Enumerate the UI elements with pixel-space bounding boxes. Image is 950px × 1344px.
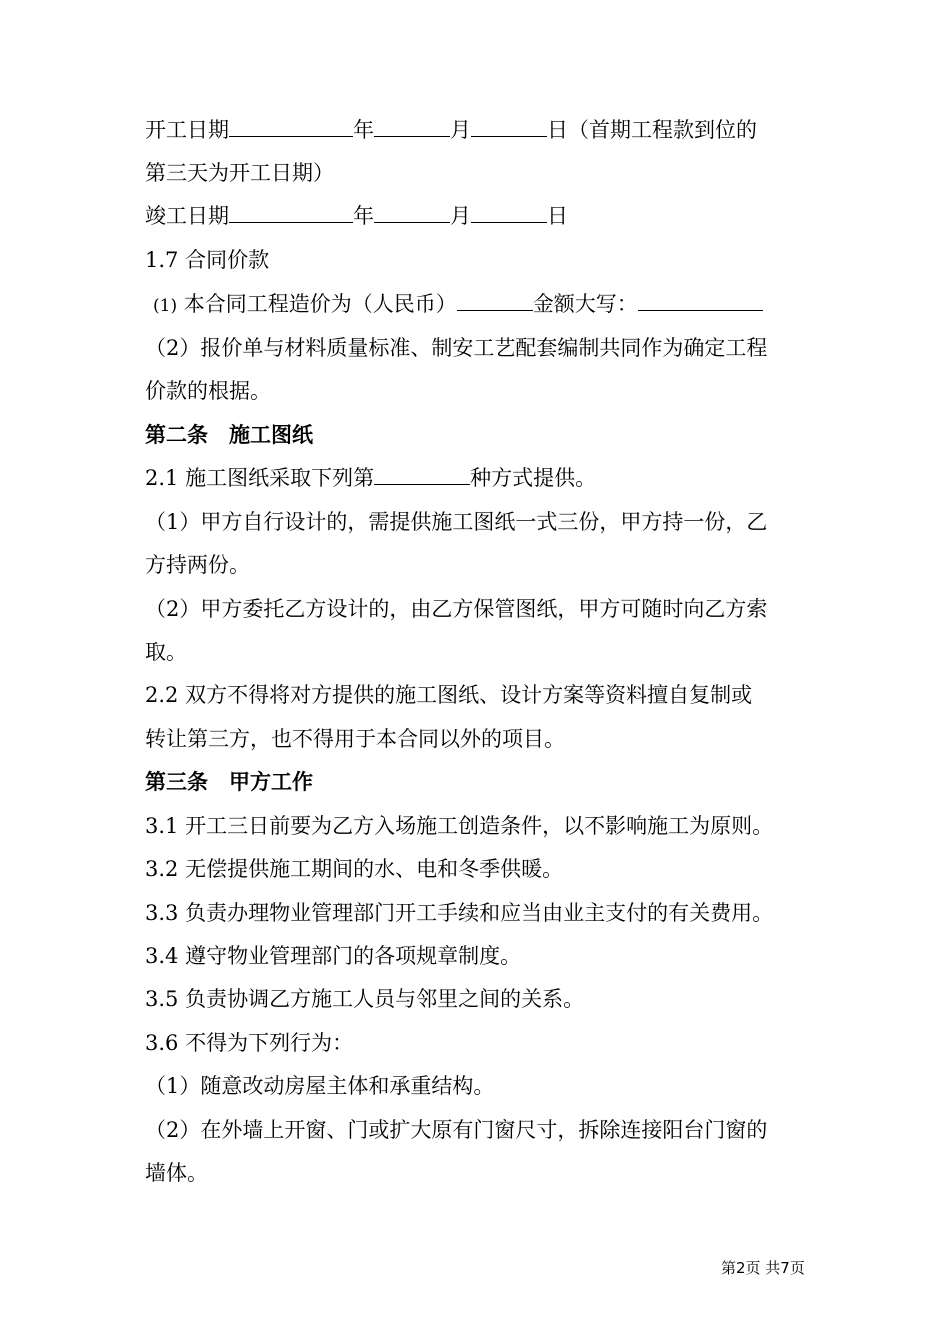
start-date-line xyxy=(145,115,810,145)
item-number: (1) xyxy=(153,296,178,316)
paragraph-line: 第三天为开工日期） xyxy=(145,161,334,185)
end-month-blank xyxy=(374,202,450,223)
end-day-blank xyxy=(471,202,547,223)
paragraph-line: 转让第三方，也不得用于本合同以外的项目。 xyxy=(145,727,565,751)
drawing-method-line xyxy=(145,463,810,493)
article-3-heading: 第三条 甲方工作 xyxy=(145,769,313,794)
start-date-label: 开工日期 xyxy=(145,118,229,142)
paragraph-line: 3.3 负责办理物业管理部门开工手续和应当由业主支付的有关费用。 xyxy=(145,901,774,925)
paragraph-line: （1）甲方自行设计的，需提供施工图纸一式三份，甲方持一份，乙 xyxy=(145,510,768,534)
paragraph-line: 墙体。 xyxy=(145,1161,208,1185)
paragraph-line: 2.2 双方不得将对方提供的施工图纸、设计方案等资料擅自复制或 xyxy=(145,683,753,707)
start-day-blank xyxy=(471,116,547,137)
paragraph-line: 3.4 遵守物业管理部门的各项规章制度。 xyxy=(145,944,522,968)
completion-date-label: 竣工日期 xyxy=(145,204,229,228)
contract-price-line xyxy=(145,289,810,321)
month-text: 月 xyxy=(450,204,471,228)
paragraph-line: 取。 xyxy=(145,640,187,664)
page-number: 第2页 共7页 xyxy=(721,1259,805,1277)
method-number-blank xyxy=(374,464,470,485)
article-2-heading: 第二条 施工图纸 xyxy=(145,422,313,447)
start-month-blank xyxy=(374,116,450,137)
price-label: 本合同工程造价为（人民币） xyxy=(183,292,457,316)
paragraph-line: （2）甲方委托乙方设计的，由乙方保管图纸，甲方可随时向乙方索 xyxy=(145,597,768,621)
completion-date-line xyxy=(145,201,810,231)
paragraph-line: 3.6 不得为下列行为： xyxy=(145,1031,354,1055)
paragraph-line: 3.5 负责协调乙方施工人员与邻里之间的关系。 xyxy=(145,987,585,1011)
month-text: 月 xyxy=(450,118,471,142)
paragraph-line: 价款的根据。 xyxy=(145,379,271,403)
section-heading-1-7: 1.7 合同价款 xyxy=(145,248,270,272)
end-year-blank xyxy=(229,202,353,223)
paragraph-line: （2）报价单与材料质量标准、制安工艺配套编制共同作为确定工程 xyxy=(145,336,768,360)
drawing-method-label: 2.1 施工图纸采取下列第 xyxy=(145,466,375,490)
day-text: 日 xyxy=(547,204,568,228)
price-amount-blank xyxy=(457,290,533,311)
drawing-method-suffix: 种方式提供。 xyxy=(470,466,597,490)
paragraph-line: 3.2 无偿提供施工期间的水、电和冬季供暖。 xyxy=(145,857,564,881)
paragraph-line: （2）在外墙上开窗、门或扩大原有门窗尺寸，拆除连接阳台门窗的 xyxy=(145,1118,768,1142)
paragraph-line: 方持两份。 xyxy=(145,553,250,577)
start-year-blank xyxy=(229,116,353,137)
amount-words-blank xyxy=(638,290,763,311)
year-text: 年 xyxy=(353,204,374,228)
year-text: 年 xyxy=(353,118,374,142)
paragraph-line: （1）随意改动房屋主体和承重结构。 xyxy=(145,1074,495,1098)
day-text: 日（首期工程款到位的 xyxy=(547,118,757,142)
amount-words-label: 金额大写： xyxy=(532,292,638,316)
paragraph-line: 3.1 开工三日前要为乙方入场施工创造条件，以不影响施工为原则。 xyxy=(145,814,774,838)
